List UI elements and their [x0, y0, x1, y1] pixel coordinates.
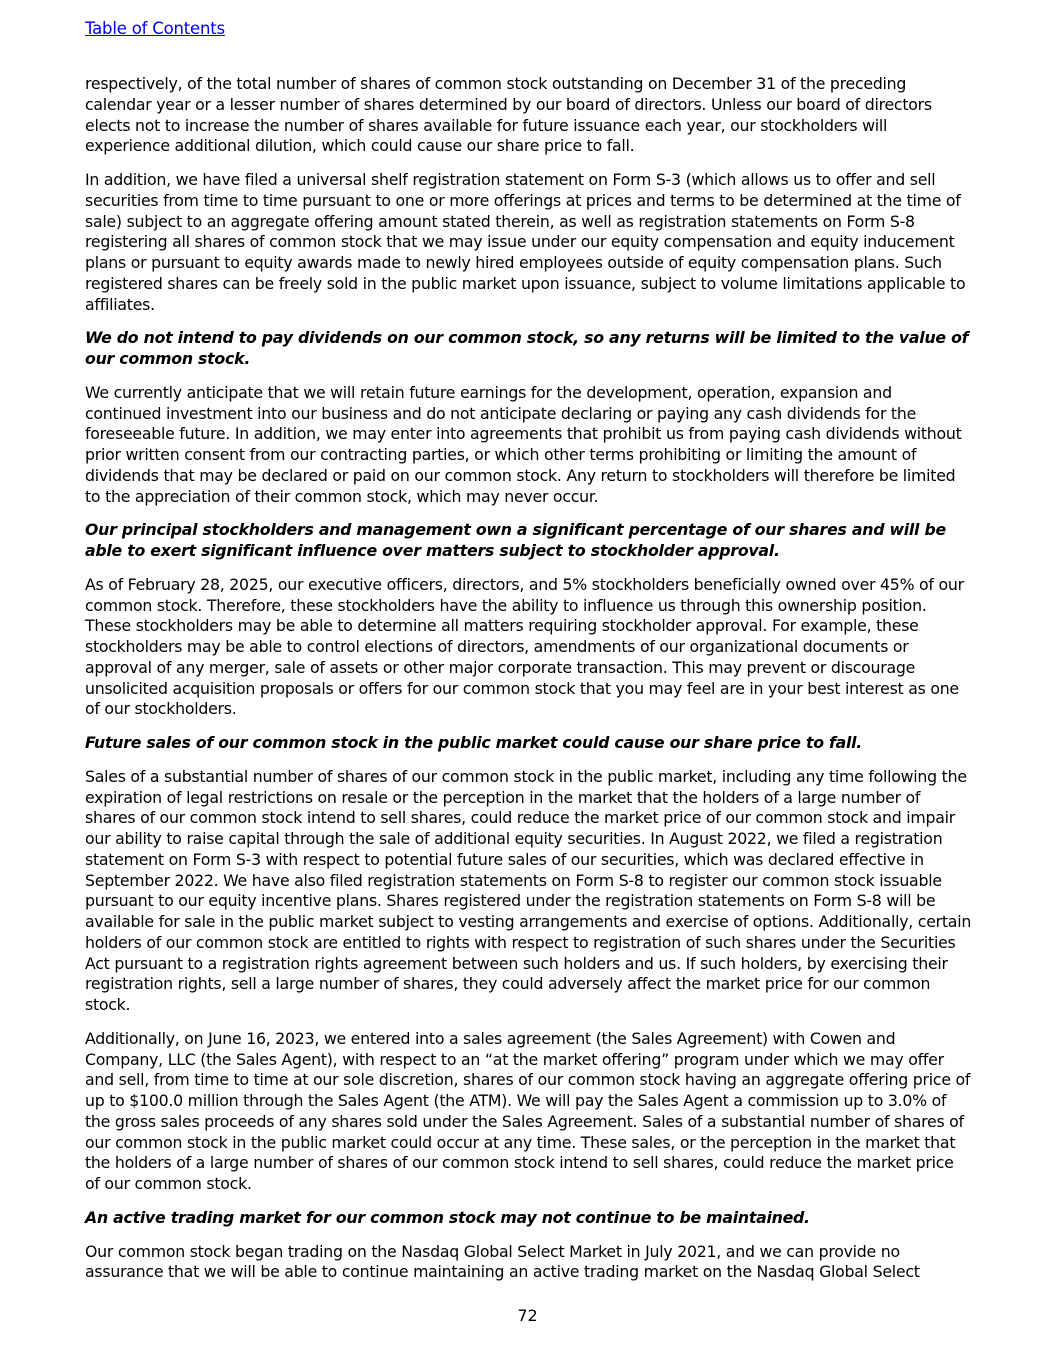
heading-future-sales: Future sales of our common stock in the public market could cause our share price to fall. [85, 733, 863, 752]
heading-principal-stockholders: Our principal stockholders and management own a significant percentage of our shares and will be able to exert significant influence over matters subject to stockholder approval. [85, 520, 946, 560]
paragraph-no-dividends: We currently anticipate that we will retain future earnings for the development, operation, expansion and continued investment into our business and do not anticipate declaring or paying any cash dividends for the foreseeable future. In addition, we may enter into agreements that prohibit us from paying cash dividends without prior written consent from our contracting parties, or which other terms prohibiting or limiting the amount of dividends that may be declared or paid on our common stock. Any return to stockholders will therefore be limited to the appreciation of their common stock, which may never occur. [85, 382, 962, 506]
document-body [85, 74, 972, 1296]
paragraph-dilution-continued: respectively, of the total number of shares of common stock outstanding on December 31 of the preceding calendar year or a lesser number of shares determined by our board of directors. Unless our board of directors elects not to increase the number of shares available for future issuance each year, our stockholders will experience additional dilution, which could cause our share price to fall. [85, 74, 932, 156]
paragraph-sales-agreement: Additionally, on June 16, 2023, we entered into a sales agreement (the Sales Agreement) with Cowen and Company, LLC (the Sales Agent), with respect to an “at the market offering” program under which we may offer and sell, from time to time at our sole discretion, shares of our common stock having an aggregate offering price of up to $100.0 million through the Sales Agent (the ATM). We will pay the Sales Agent a commission up to 3.0% of the gross sales proceeds of any shares sold under the Sales Agreement. Sales of a substantial number of shares of our common stock in the public market could occur at any time. These sales, or the perception in the market that the holders of a large number of shares of our common stock intend to sell shares, could reduce the market price of our common stock. [85, 1028, 971, 1193]
paragraph-active-trading-market: Our common stock began trading on the Nasdaq Global Select Market in July 2021, and we can provide no assurance that we will be able to continue maintaining an active trading market on the Nasdaq Global Select [85, 1241, 920, 1282]
paragraph-future-sales: Sales of a substantial number of shares of our common stock in the public market, including any time following the expiration of legal restrictions on resale or the perception in the market that the holders of a large number of shares of our common stock intend to sell shares, could reduce the market price of our common stock and impair our ability to raise capital through the sale of additional equity securities. In August 2022, we filed a registration statement on Form S-3 with respect to potential future sales of our securities, which was declared effective in September 2022. We have also filed registration statements on Form S-8 to register our common stock issuable pursuant to our equity incentive plans. Shares registered under the registration statements on Form S-8 will be available for sale in the public market subject to vesting arrangements and exercise of options. Additionally, certain holders of our common stock are entitled to rights with respect to registration of such shares under the Securities Act pursuant to a registration rights agreement between such holders and us. If such holders, by exercising their registration rights, sell a large number of shares, they could adversely affect the market price for our common stock. [85, 766, 972, 1014]
table-of-contents-link[interactable]: Table of Contents [85, 19, 225, 38]
heading-no-dividends: We do not intend to pay dividends on our common stock, so any returns will be limited to the value of our common stock. [85, 328, 969, 368]
paragraph-shelf-registration: In addition, we have filed a universal shelf registration statement on Form S-3 (which allows us to offer and sell securities from time to time pursuant to one or more offerings at prices and terms to be determined at the time of sale) subject to an aggregate offering amount stated therein, as well as registration statements on Form S-8 registering all shares of common stock that we may issue under our equity compensation and equity inducement plans or pursuant to equity awards made to newly hired employees outside of equity compensation plans. Such registered shares can be freely sold in the public market upon issuance, subject to volume limitations applicable to affiliates. [85, 170, 966, 314]
heading-active-trading-market: An active trading market for our common stock may not continue to be maintained. [85, 1207, 810, 1227]
paragraph-principal-stockholders: As of February 28, 2025, our executive officers, directors, and 5% stockholders beneficially owned over 45% of our common stock. Therefore, these stockholders have the ability to influence us through this ownership position. These stockholders may be able to determine all matters requiring stockholder approval. For example, these stockholders may be able to control elections of directors, amendments of our organizational documents or approval of any merger, sale of assets or other major corporate transaction. This may prevent or discourage unsolicited acquisition proposals or offers for our common stock that you may feel are in your best interest as one of our stockholders. [85, 574, 964, 719]
page-number: 72 [517, 1306, 538, 1325]
